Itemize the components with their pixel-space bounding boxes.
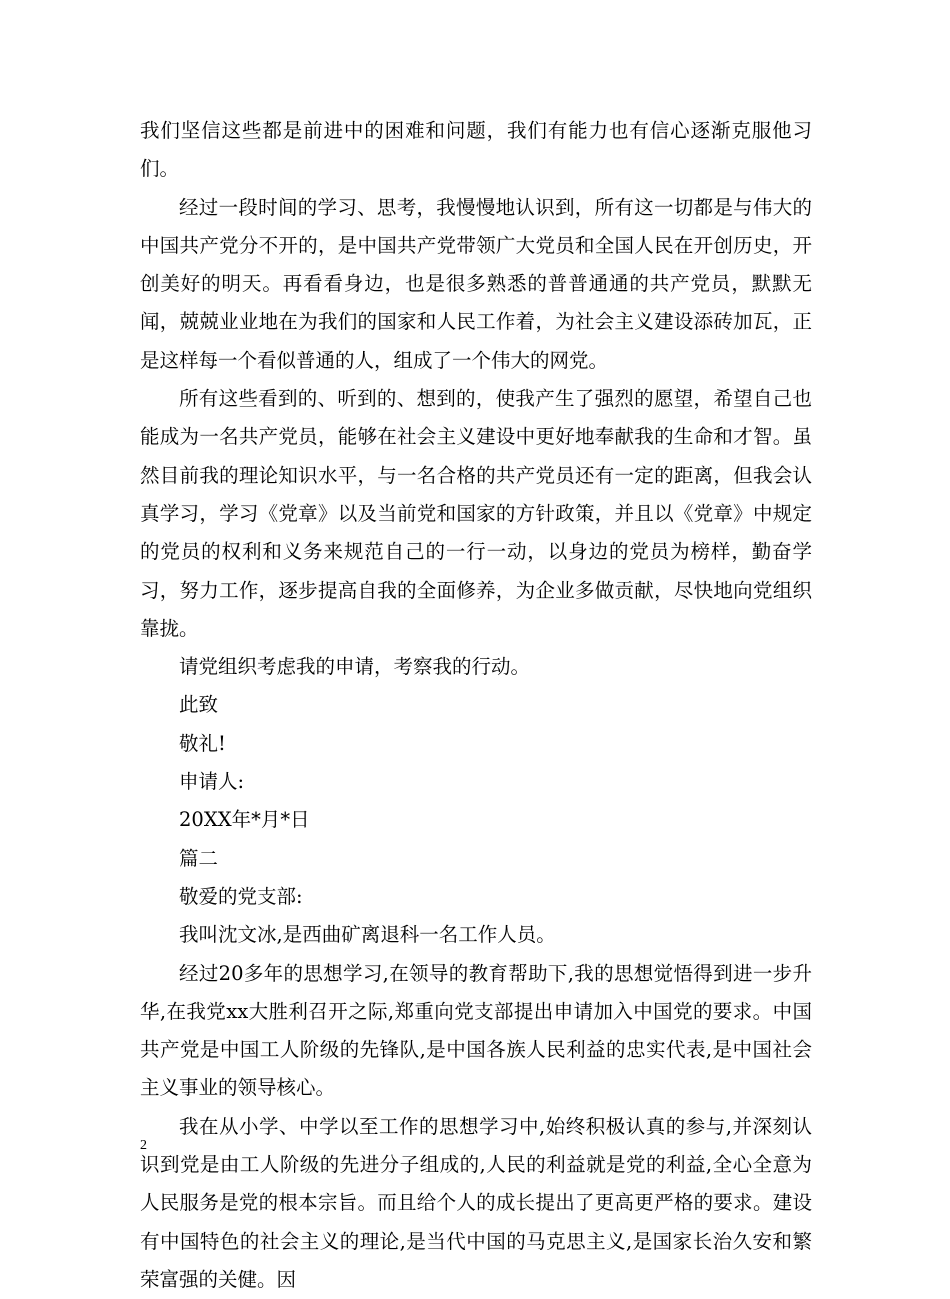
- salutation-line: 敬礼!: [179, 731, 226, 755]
- paragraph: 所有这些看到的、听到的、想到的，使我产生了强烈的愿望，希望自己也能成为一名共产党员，能够在社会主义建设中更好地奉献我的生命和才智。虽然目前我的理论知识水平，与一名合格的共产党员还有一定的距离，但我会认真学习，学习《党章》以及当前党和国家的方针政策，并且以《党章》中规定的党员的权利和义务来规范自己的一行一动，以身边的党员为榜样，勤奋学习，努力工作，逐步提高自我的全面修养，为企业多做贡献，尽快地向党组织靠拢。: [140, 387, 812, 640]
- closing-line: 此致: [179, 693, 219, 717]
- date-line: 20XX年*月*日: [179, 808, 310, 832]
- page-number: 2: [140, 1138, 147, 1153]
- applicant-line: 申请人:: [179, 770, 245, 794]
- paragraph: 我叫沈文冰,是西曲矿离退科一名工作人员。: [179, 923, 556, 947]
- paragraph: 我们坚信这些都是前进中的困难和问题，我们有能力也有信心逐渐克服他习们。: [140, 119, 812, 181]
- section-heading: 篇二: [179, 846, 219, 870]
- paragraph: 请党组织考虑我的申请，考察我的行动。: [179, 655, 531, 679]
- paragraph: 经过一段时间的学习、思考，我慢慢地认识到，所有这一切都是与伟大的中国共产党分不开的，是中国共产党带领广大党员和全国人民在开创历史，开创美好的明天。再看看身边，也是很多熟悉的普普通通的共产党员，默默无闻，兢兢业业地在为我们的国家和人民工作着，为社会主义建设添砖加瓦，正是这样每一个看似普通的人，组成了一个伟大的网党。: [140, 195, 812, 372]
- greeting-line: 敬爱的党支部:: [179, 884, 303, 908]
- paragraph: 经过20多年的思想学习,在领导的教育帮助下,我的思想觉悟得到进一步升华,在我党xx大胜利召开之际,郑重向党支部提出申请加入中国党的要求。中国共产党是中国工人阶级的先锋队,是中国各族人民利益的忠实代表,是中国社会主义事业的领导核心。: [140, 961, 812, 1100]
- paragraph: 我在从小学、中学以至工作的思想学习中,始终积极认真的参与,并深刻认识到党是由工人阶级的先进分子组成的,人民的利益就是党的利益,全心全意为人民服务是党的根本宗旨。而且给个人的成长提出了更高更严格的要求。建设有中国特色的社会主义的理论,是当代中国的马克思主义,是国家长治久安和繁荣富强的关健。因: [140, 1114, 812, 1291]
- document-body: [140, 112, 812, 1299]
